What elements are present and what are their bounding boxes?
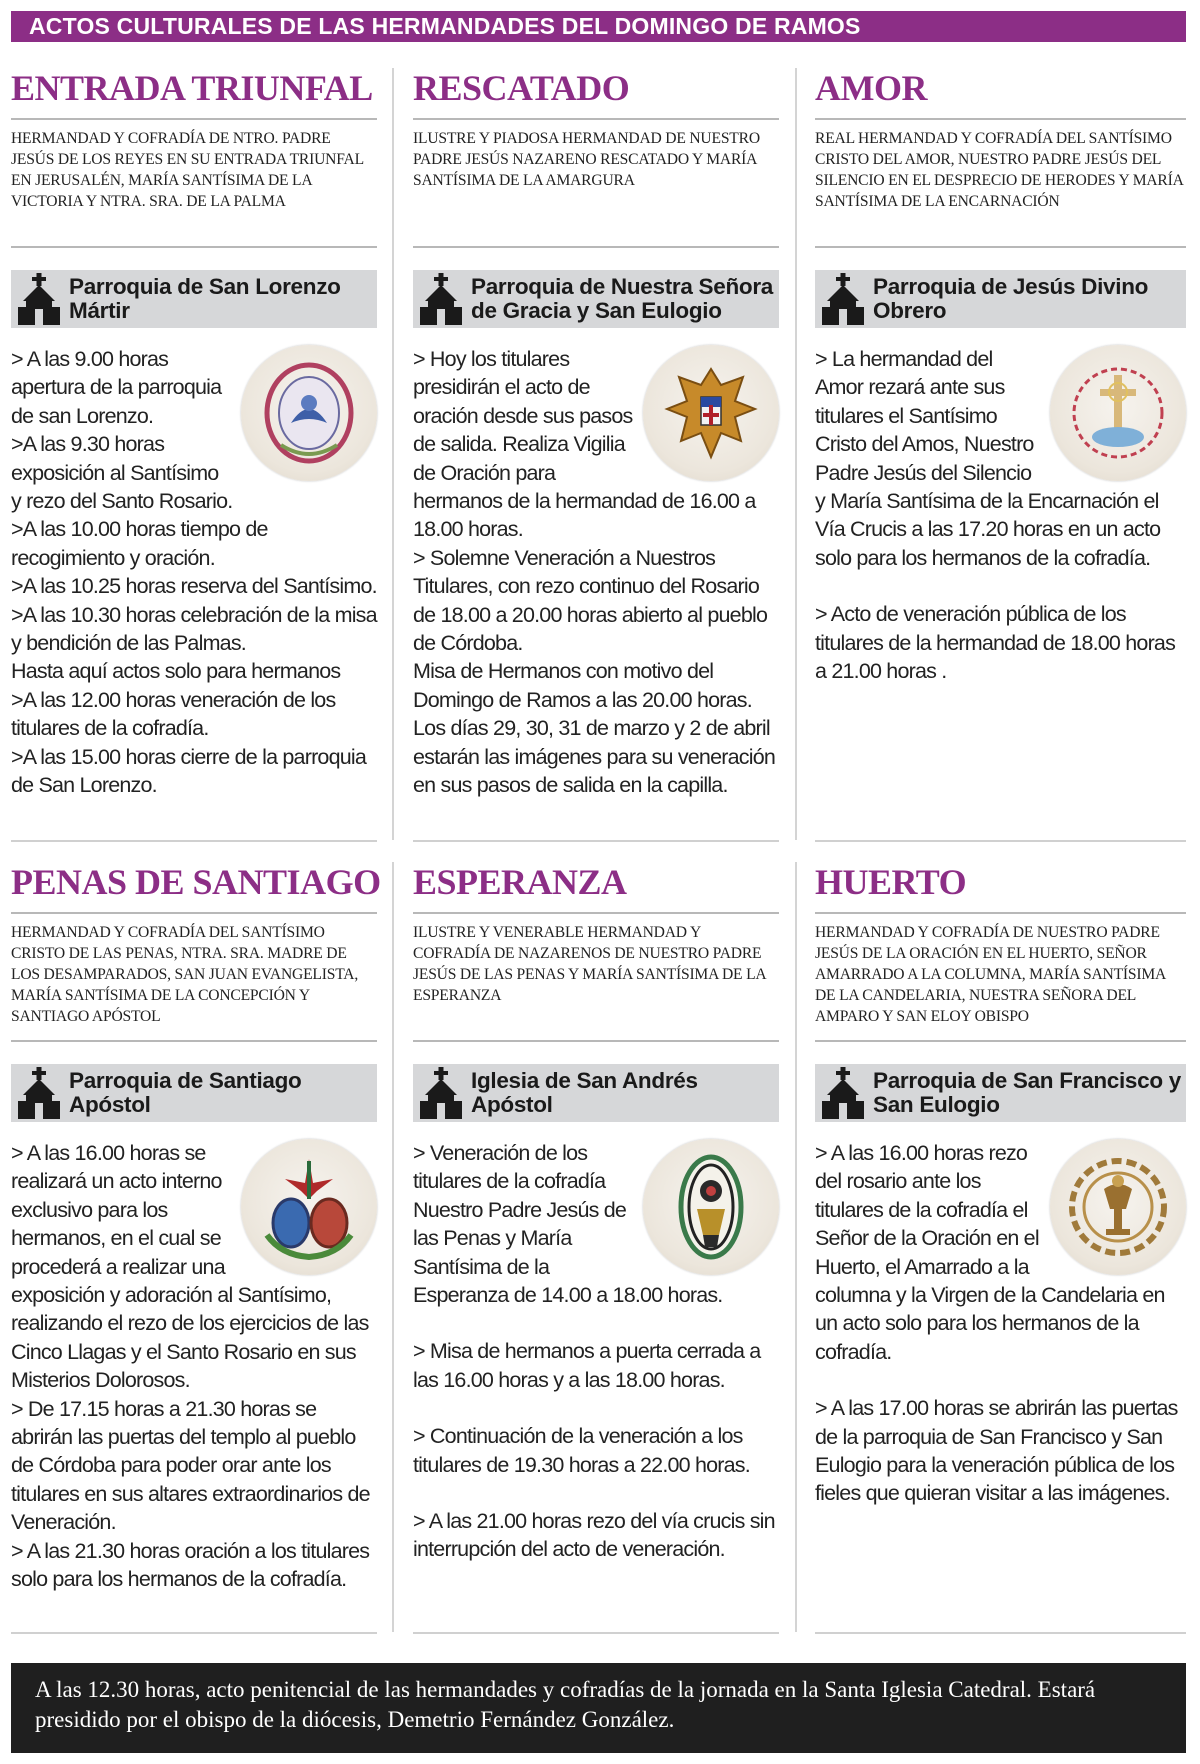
title-rule (815, 912, 1186, 914)
row-divider (413, 840, 779, 842)
church-icon (419, 273, 463, 325)
footer-note: A las 12.30 horas, acto penitencial de las hermandades y cofradías de la jornada en la Santa Iglesia Catedral. Estará presidido por el obispo de la diócesis, Demetrio Fernández González. (11, 1663, 1186, 1753)
section-body (413, 1139, 779, 1564)
section-title: RESCATADO (413, 68, 630, 108)
subtitle-rule (413, 1040, 779, 1042)
parish-name: Parroquia de Santiago Apóstol (69, 1068, 302, 1117)
church-icon (17, 1067, 61, 1119)
subtitle-rule (11, 246, 377, 248)
title-rule (11, 912, 377, 914)
section-body (11, 345, 377, 800)
row-divider (815, 840, 1186, 842)
schedule-paragraph: > A las 16.00 horas se realizará un acto interno exclusivo para los hermanos, en el cual se procederá a realizar una exposición y adoración al Santísimo, realizando el rezo de los ejercicios de las Cinco Llagas y el Santo Rosario en sus Misterios Dolorosos. (11, 1141, 369, 1393)
schedule-paragraph: > A las 9.00 horas apertura de la parroquia de san Lorenzo. (11, 347, 222, 428)
schedule-paragraph: >A las 10.00 horas tiempo de recogimiento y oración. (11, 517, 268, 570)
church-svg (419, 1067, 463, 1119)
church-icon (821, 1067, 865, 1119)
subtitle-rule (815, 1040, 1186, 1042)
section-subtitle: HERMANDAD Y COFRADÍA DE NTRO. PADRE JESÚS DE LOS REYES EN SU ENTRADA TRIUNFAL EN JERUSALÉN, MARÍA SANTÍSIMA DE LA VICTORIA Y NTRA. SRA. DE LA PALMA (11, 130, 364, 210)
schedule-paragraph: >A las 12.00 horas veneración de los titulares de la cofradía. (11, 687, 336, 741)
section-subtitle: HERMANDAD Y COFRADÍA DEL SANTÍSIMO CRISTO DE LAS PENAS, NTRA. SRA. MADRE DE LOS DESAMPARADOS, SAN JUAN EVANGELISTA, MARÍA SANTÍSIMA DE LA CONCEPCIÓN Y SANTIAGO APÓSTOL (11, 924, 359, 1025)
schedule-paragraph: > Misa de hermanos a puerta cerrada a las 16.00 horas y a las 18.00 horas. (413, 1339, 761, 1392)
schedule-paragraph: > A las 21.00 horas rezo del vía crucis sin interrupción del acto de veneración. (413, 1509, 775, 1562)
church-svg (17, 1067, 61, 1119)
section-title: ENTRADA TRIUNFAL (11, 68, 373, 108)
brotherhood-section (11, 68, 377, 800)
section-body (11, 1139, 377, 1594)
schedule-paragraph: > Acto de veneración pública de los titulares de la hermandad de 18.00 horas a 21.00 horas . (815, 602, 1176, 684)
schedule-paragraph: >A las 15.00 horas cierre de la parroquia de San Lorenzo. (11, 744, 367, 798)
church-svg (419, 273, 463, 325)
schedule-paragraph: > A las 21.30 horas oración a los titulares solo para los hermanos de la cofradía. (11, 1538, 370, 1592)
paragraph-gap (413, 1479, 779, 1507)
parish-name: Parroquia de San Francisco y San Eulogio (873, 1068, 1181, 1117)
parish-box (815, 270, 1186, 328)
brotherhood-section (413, 862, 779, 1564)
emblem-rescatado (643, 345, 779, 481)
brotherhood-section (815, 68, 1186, 685)
schedule-paragraph: > Hoy los titulares presidirán el acto de oración desde sus pasos de salida. Realiza Vigilia de Oración para hermanos de la hermandad de 16.00 a 18.00 horas. (413, 347, 756, 542)
brotherhood-section (815, 862, 1186, 1508)
schedule-paragraph: Hasta aquí actos solo para hermanos (11, 659, 341, 684)
paragraph-gap (413, 1394, 779, 1422)
section-body (815, 1139, 1186, 1508)
section-title: ESPERANZA (413, 862, 627, 902)
parish-box (11, 270, 377, 328)
parish-box (815, 1064, 1186, 1122)
schedule-paragraph: > A las 17.00 horas se abrirán las puertas de la parroquia de San Francisco y San Eulogio para la veneración pública de los fieles que quieran visitar a las imágenes. (815, 1396, 1178, 1506)
section-subtitle: HERMANDAD Y COFRADÍA DE NUESTRO PADRE JESÚS DE LA ORACIÓN EN EL HUERTO, SEÑOR AMARRADO A LA COLUMNA, MARÍA SANTÍSIMA DE LA CANDELARIA, NUESTRA SEÑORA DEL AMPARO Y SAN ELOY OBISPO (815, 924, 1166, 1025)
row-divider (11, 1632, 377, 1634)
church-svg (821, 1067, 865, 1119)
row-divider (815, 1632, 1186, 1634)
paragraph-gap (413, 1309, 779, 1337)
schedule-paragraph: > Continuación de la veneración a los titulares de 19.30 horas a 22.00 horas. (413, 1424, 750, 1477)
column-divider (392, 68, 394, 840)
church-icon (419, 1067, 463, 1119)
schedule-paragraph: Misa de Hermanos con motivo del Domingo de Ramos a las 20.00 horas. Los días 29, 30, 31 de marzo y 2 de abril estarán las imágenes para su veneración en sus pasos de salida en la capilla. (413, 659, 776, 798)
parish-name: Parroquia de Jesús Divino Obrero (873, 274, 1149, 323)
title-rule (11, 118, 377, 120)
subtitle-rule (11, 1040, 377, 1042)
emblem-huerto (1050, 1139, 1186, 1275)
schedule-paragraph: >A las 10.30 horas celebración de la misa y bendición de las Palmas. (11, 602, 377, 656)
emblem-amor (1050, 345, 1186, 481)
schedule-paragraph: >A las 9.30 horas exposición al Santísimo y rezo del Santo Rosario. (11, 432, 233, 514)
column-divider (392, 862, 394, 1632)
parish-name: Parroquia de Nuestra Señora de Gracia y San Eulogio (471, 274, 774, 323)
column-divider (795, 68, 797, 840)
parish-box (413, 1064, 779, 1122)
paragraph-gap (815, 572, 1186, 600)
title-rule (413, 912, 779, 914)
subtitle-rule (413, 246, 779, 248)
schedule-paragraph: >A las 10.25 horas reserva del Santísimo. (11, 574, 377, 599)
section-title: PENAS DE SANTIAGO (11, 862, 381, 902)
paragraph-gap (815, 1366, 1186, 1394)
title-rule (815, 118, 1186, 120)
brotherhood-section (11, 862, 381, 1594)
section-banner: ACTOS CULTURALES DE LAS HERMANDADES DEL DOMINGO DE RAMOS (11, 11, 1186, 42)
parish-box (11, 1064, 377, 1122)
section-subtitle: REAL HERMANDAD Y COFRADÍA DEL SANTÍSIMO CRISTO DEL AMOR, NUESTRO PADRE JESÚS DEL SILENCIO EN EL DESPRECIO DE HERODES Y MARÍA SANTÍSIMA DE LA ENCARNACIÓN (815, 130, 1183, 210)
parish-name: Parroquia de San Lorenzo Mártir (69, 274, 341, 323)
parish-box (413, 270, 779, 328)
schedule-paragraph: > Solemne Veneración a Nuestros Titulares, con rezo continuo del Rosario de 18.00 a 20.00 horas abierto al pueblo de Córdoba. (413, 545, 768, 656)
section-title: HUERTO (815, 862, 967, 902)
title-rule (413, 118, 779, 120)
column-divider (795, 862, 797, 1632)
section-title: AMOR (815, 68, 927, 108)
section-subtitle: ILUSTRE Y PIADOSA HERMANDAD DE NUESTRO PADRE JESÚS NAZARENO RESCATADO Y MARÍA SANTÍSIMA DE LA AMARGURA (413, 130, 760, 189)
schedule-paragraph: > De 17.15 horas a 21.30 horas se abrirán las puertas del templo al pueblo de Córdoba para poder orar ante los titulares en sus altares extraordinarios de Veneración. (11, 1396, 370, 1535)
church-icon (17, 273, 61, 325)
emblem-entrada-triunfal (241, 345, 377, 481)
church-icon (821, 273, 865, 325)
row-divider (11, 840, 377, 842)
church-svg (821, 273, 865, 325)
schedule-paragraph: > A las 16.00 horas rezo del rosario ante los titulares de la cofradía el Señor de la Oración en el Huerto, el Amarrado a la columna y la Virgen de la Candelaria en un acto solo para los hermanos de la cofradía. (815, 1141, 1165, 1364)
section-body (413, 345, 779, 800)
schedule-paragraph: > Veneración de los titulares de la cofradía Nuestro Padre Jesús de las Penas y María Santísima de la Esperanza de 14.00 a 18.00 horas. (413, 1141, 723, 1308)
schedule-paragraph: > La hermandad del Amor rezará ante sus titulares el Santísimo Cristo del Amos, Nuestro Padre Jesús del Silencio y María Santísima de la Encarnación el Vía Crucis a las 17.20 horas en un acto solo para los hermanos de la cofradía. (815, 347, 1161, 570)
section-body (815, 345, 1186, 685)
section-subtitle: ILUSTRE Y VENERABLE HERMANDAD Y COFRADÍA DE NAZARENOS DE NUESTRO PADRE JESÚS DE LAS PENAS Y MARÍA SANTÍSIMA DE LA ESPERANZA (413, 924, 766, 1004)
parish-name: Iglesia de San Andrés Apóstol (471, 1068, 698, 1117)
row-divider (413, 1632, 779, 1634)
emblem-esperanza (643, 1139, 779, 1275)
church-svg (17, 273, 61, 325)
emblem-penas-de-santiago (241, 1139, 377, 1275)
brotherhood-section (413, 68, 779, 800)
subtitle-rule (815, 246, 1186, 248)
